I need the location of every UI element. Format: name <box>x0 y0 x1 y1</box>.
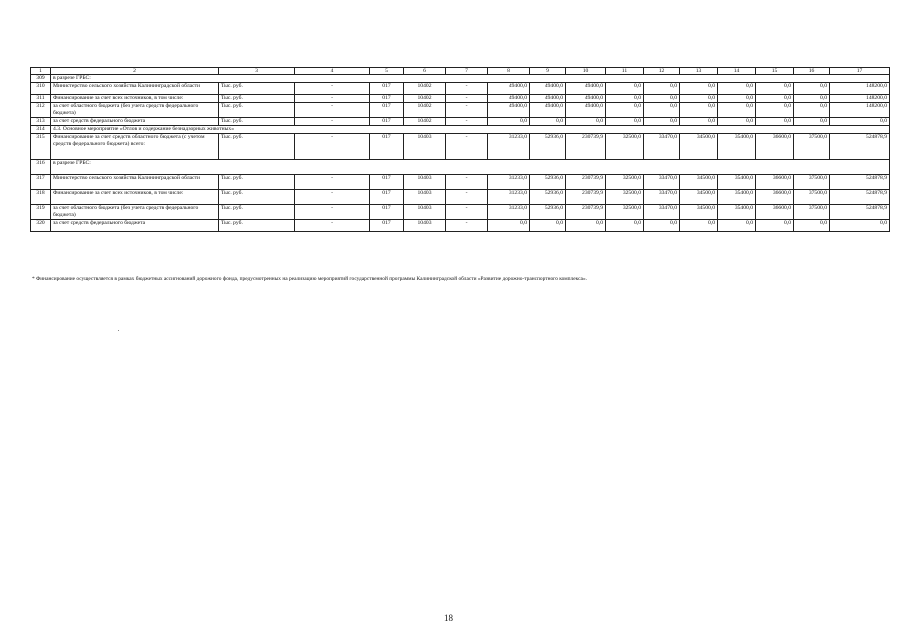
amount-cell: 148200,0 <box>830 95 890 103</box>
amount-cell: 52936,0 <box>530 205 566 220</box>
amount-cell: 37500,0 <box>794 190 830 205</box>
table-cell: 10402 <box>404 118 446 126</box>
table-row <box>31 205 890 220</box>
amount-cell: 230739,9 <box>566 190 606 205</box>
amount-cell: 0,0 <box>794 118 830 126</box>
table-row <box>31 83 890 95</box>
unit-cell: Тыс. руб. <box>219 205 295 220</box>
table-cell: 10402 <box>404 95 446 103</box>
amount-cell: 0,0 <box>488 118 530 126</box>
budget-table <box>30 67 890 232</box>
unit-cell: Тыс. руб. <box>219 220 295 232</box>
amount-cell: 524878,9 <box>830 134 890 160</box>
description-cell: за счет средств федерального бюджета <box>51 220 219 232</box>
table-cell: 017 <box>370 95 404 103</box>
table-row <box>31 126 890 134</box>
table-cell: - <box>446 134 488 160</box>
table-cell: 017 <box>370 175 404 190</box>
amount-cell: 37500,0 <box>794 205 830 220</box>
row-number-cell: 315 <box>31 134 51 160</box>
table-cell: 10403 <box>404 220 446 232</box>
amount-cell: 49400,0 <box>488 95 530 103</box>
amount-cell: 36600,0 <box>756 190 794 205</box>
amount-cell: 34500,0 <box>680 190 718 205</box>
description-cell: за счет областного бюджета (без учета средств федерального бюджета) <box>51 103 219 118</box>
unit-cell: Тыс. руб. <box>219 103 295 118</box>
table-cell: 10403 <box>404 190 446 205</box>
amount-cell: 31233,0 <box>488 175 530 190</box>
amount-cell: 230739,9 <box>566 175 606 190</box>
amount-cell: 148200,0 <box>830 83 890 95</box>
table-cell: 017 <box>370 190 404 205</box>
table-row <box>31 75 890 83</box>
amount-cell: 0,0 <box>794 220 830 232</box>
amount-cell: 49400,0 <box>530 103 566 118</box>
row-number-cell: 313 <box>31 118 51 126</box>
header-cell: 17 <box>830 68 890 75</box>
amount-cell: 0,0 <box>718 103 756 118</box>
amount-cell: 0,0 <box>794 83 830 95</box>
header-cell: 13 <box>680 68 718 75</box>
table-row <box>31 118 890 126</box>
amount-cell: 0,0 <box>794 103 830 118</box>
description-cell: Финансирование за счет всех источников, в том числе: <box>51 190 219 205</box>
row-number-cell: 317 <box>31 175 51 190</box>
amount-cell: 31233,0 <box>488 190 530 205</box>
table-row <box>31 95 890 103</box>
table-cell: - <box>446 83 488 95</box>
amount-cell: 0,0 <box>718 220 756 232</box>
amount-cell: 31233,0 <box>488 134 530 160</box>
header-cell: 3 <box>219 68 295 75</box>
amount-cell: 524878,9 <box>830 190 890 205</box>
header-cell: 9 <box>530 68 566 75</box>
amount-cell: 32500,0 <box>606 205 644 220</box>
amount-cell: 49400,0 <box>530 83 566 95</box>
amount-cell: 52936,0 <box>530 175 566 190</box>
amount-cell: 33470,0 <box>644 190 680 205</box>
header-cell: 6 <box>404 68 446 75</box>
amount-cell: 35400,0 <box>718 134 756 160</box>
table-row <box>31 220 890 232</box>
unit-cell: Тыс. руб. <box>219 134 295 160</box>
amount-cell: 34500,0 <box>680 134 718 160</box>
amount-cell: 49400,0 <box>488 83 530 95</box>
row-number-cell: 316 <box>31 160 51 175</box>
header-cell: 12 <box>644 68 680 75</box>
amount-cell: 0,0 <box>644 95 680 103</box>
amount-cell: 0,0 <box>606 118 644 126</box>
description-cell: Финансирование за счет всех источников, в том числе: <box>51 95 219 103</box>
amount-cell: 32500,0 <box>606 175 644 190</box>
table-cell: - <box>295 83 370 95</box>
footnote: * Финансирование осуществляется в рамках бюджетных ассигнований дорожного фонда, предусмотренных на реализацию мероприятий государственной программы Калининградской области «Развитие дорожно-транспортного комплекса». <box>32 276 587 282</box>
amount-cell: 0,0 <box>644 83 680 95</box>
amount-cell: 0,0 <box>756 95 794 103</box>
table-cell: - <box>446 190 488 205</box>
section-heading-cell: в разрезе ГРБС: <box>51 160 890 175</box>
amount-cell: 0,0 <box>644 118 680 126</box>
table-cell: 017 <box>370 118 404 126</box>
table-cell: - <box>446 95 488 103</box>
amount-cell: 0,0 <box>680 83 718 95</box>
table-cell: - <box>446 220 488 232</box>
amount-cell: 0,0 <box>680 220 718 232</box>
amount-cell: 524878,9 <box>830 205 890 220</box>
table-cell: - <box>295 205 370 220</box>
amount-cell: 0,0 <box>718 95 756 103</box>
amount-cell: 0,0 <box>680 95 718 103</box>
amount-cell: 0,0 <box>756 118 794 126</box>
table-cell: 017 <box>370 83 404 95</box>
amount-cell: 0,0 <box>606 95 644 103</box>
amount-cell: 36600,0 <box>756 134 794 160</box>
amount-cell: 49400,0 <box>566 103 606 118</box>
header-cell: 1 <box>31 68 51 75</box>
amount-cell: 49400,0 <box>488 103 530 118</box>
table-cell: 017 <box>370 220 404 232</box>
header-cell: 14 <box>718 68 756 75</box>
header-cell: 10 <box>566 68 606 75</box>
description-cell: Министерство сельского хозяйства Калининградской области <box>51 175 219 190</box>
amount-cell: 35400,0 <box>718 175 756 190</box>
table-cell: 10402 <box>404 83 446 95</box>
header-cell: 16 <box>794 68 830 75</box>
table-cell: - <box>446 205 488 220</box>
scan-speck <box>118 330 119 331</box>
amount-cell: 33470,0 <box>644 134 680 160</box>
amount-cell: 49400,0 <box>566 83 606 95</box>
amount-cell: 34500,0 <box>680 205 718 220</box>
amount-cell: 0,0 <box>566 220 606 232</box>
unit-cell: Тыс. руб. <box>219 190 295 205</box>
table-cell: - <box>295 95 370 103</box>
table-cell: 10403 <box>404 134 446 160</box>
amount-cell: 37500,0 <box>794 175 830 190</box>
row-number-cell: 312 <box>31 103 51 118</box>
amount-cell: 32500,0 <box>606 134 644 160</box>
table-cell: 10402 <box>404 103 446 118</box>
description-cell: Финансирование за счет средств областного бюджета (с учетом средств федерального бюджета) всего: <box>51 134 219 160</box>
header-cell: 11 <box>606 68 644 75</box>
table-cell: - <box>446 175 488 190</box>
amount-cell: 0,0 <box>794 95 830 103</box>
row-number-cell: 309 <box>31 75 51 83</box>
amount-cell: 31233,0 <box>488 205 530 220</box>
table-cell: - <box>295 175 370 190</box>
unit-cell: Тыс. руб. <box>219 175 295 190</box>
unit-cell: Тыс. руб. <box>219 95 295 103</box>
amount-cell: 32500,0 <box>606 190 644 205</box>
table-cell: 10403 <box>404 175 446 190</box>
description-cell: Министерство сельского хозяйства Калининградской области <box>51 83 219 95</box>
section-heading-cell: в разрезе ГРБС: <box>51 75 890 83</box>
amount-cell: 230739,9 <box>566 134 606 160</box>
header-cell: 4 <box>295 68 370 75</box>
table-cell: 10403 <box>404 205 446 220</box>
amount-cell: 0,0 <box>680 103 718 118</box>
amount-cell: 35400,0 <box>718 190 756 205</box>
table-header-row <box>31 68 890 75</box>
amount-cell: 0,0 <box>530 118 566 126</box>
table-cell: - <box>295 220 370 232</box>
row-number-cell: 318 <box>31 190 51 205</box>
budget-table-body <box>31 68 890 232</box>
table-cell: 017 <box>370 103 404 118</box>
amount-cell: 0,0 <box>830 220 890 232</box>
amount-cell: 0,0 <box>644 103 680 118</box>
amount-cell: 0,0 <box>718 83 756 95</box>
row-number-cell: 314 <box>31 126 51 134</box>
header-cell: 7 <box>446 68 488 75</box>
section-heading-cell: 4.3. Основное мероприятие «Отлов и содержание безнадзорных животных» <box>51 126 890 134</box>
amount-cell: 0,0 <box>756 103 794 118</box>
row-number-cell: 310 <box>31 83 51 95</box>
table-cell: 017 <box>370 205 404 220</box>
amount-cell: 0,0 <box>606 83 644 95</box>
amount-cell: 35400,0 <box>718 205 756 220</box>
table-cell: - <box>295 134 370 160</box>
table-cell: - <box>295 190 370 205</box>
amount-cell: 148200,0 <box>830 103 890 118</box>
table-row <box>31 175 890 190</box>
amount-cell: 0,0 <box>644 220 680 232</box>
amount-cell: 0,0 <box>756 83 794 95</box>
header-cell: 5 <box>370 68 404 75</box>
unit-cell: Тыс. руб. <box>219 83 295 95</box>
amount-cell: 0,0 <box>718 118 756 126</box>
amount-cell: 33470,0 <box>644 175 680 190</box>
amount-cell: 0,0 <box>606 220 644 232</box>
row-number-cell: 319 <box>31 205 51 220</box>
table-cell: - <box>295 118 370 126</box>
amount-cell: 36600,0 <box>756 175 794 190</box>
table-cell: - <box>295 103 370 118</box>
table-cell: 017 <box>370 134 404 160</box>
table-row <box>31 160 890 175</box>
amount-cell: 49400,0 <box>566 95 606 103</box>
description-cell: за счет средств федерального бюджета <box>51 118 219 126</box>
row-number-cell: 311 <box>31 95 51 103</box>
amount-cell: 36600,0 <box>756 205 794 220</box>
table-cell: - <box>446 118 488 126</box>
amount-cell: 0,0 <box>530 220 566 232</box>
amount-cell: 49400,0 <box>530 95 566 103</box>
amount-cell: 0,0 <box>606 103 644 118</box>
amount-cell: 0,0 <box>830 118 890 126</box>
amount-cell: 0,0 <box>756 220 794 232</box>
amount-cell: 33470,0 <box>644 205 680 220</box>
amount-cell: 230739,9 <box>566 205 606 220</box>
table-row <box>31 134 890 160</box>
amount-cell: 52936,0 <box>530 134 566 160</box>
amount-cell: 524878,9 <box>830 175 890 190</box>
table-cell: - <box>446 103 488 118</box>
amount-cell: 0,0 <box>680 118 718 126</box>
table-row <box>31 190 890 205</box>
amount-cell: 52936,0 <box>530 190 566 205</box>
page-number: 18 <box>444 613 453 623</box>
table-row <box>31 103 890 118</box>
amount-cell: 34500,0 <box>680 175 718 190</box>
header-cell: 15 <box>756 68 794 75</box>
amount-cell: 0,0 <box>566 118 606 126</box>
header-cell: 2 <box>51 68 219 75</box>
row-number-cell: 320 <box>31 220 51 232</box>
header-cell: 8 <box>488 68 530 75</box>
description-cell: за счет областного бюджета (без учета средств федерального бюджета) <box>51 205 219 220</box>
amount-cell: 0,0 <box>488 220 530 232</box>
amount-cell: 37500,0 <box>794 134 830 160</box>
unit-cell: Тыс. руб. <box>219 118 295 126</box>
